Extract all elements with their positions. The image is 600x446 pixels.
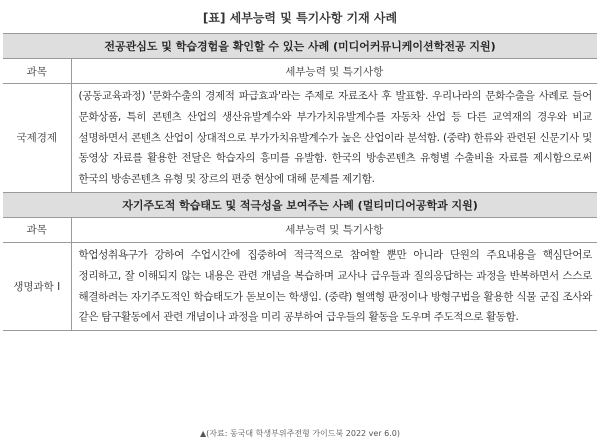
section-heading-row [3,192,597,217]
table-row [3,242,597,330]
content-text: (공동교육과정) '문화수출의 경제적 파급효과'라는 주제로 자료조사 후 발표함. 우리나라의 문화수출을 사례로 들어 문화상품, 특히 콘텐츠 산업의 생산유발계수와 부가가치유발계수를 자동차 산업 등 다른 교역재의 경우와 비교 설명하면서 콘텐츠 산업이 상대적으로 부가가치유발계수가 높은 산업이라 분석함. (중략) 한류와 관련된 신문기사 및 동영상 자료를 활용한 전달은 학습자의 흥미를 유발함. 한국의 방송콘텐츠 유형별 수출비율 자료를 제시함으로써 한국의 방송콘텐츠 유형 및 장르의 편중 현상에 대해 문제를 제기함. [78,90,593,186]
section-heading: 자기주도적 학습태도 및 적극성을 보여주는 사례 (멀티미디어공학과 지원) [3,192,597,217]
content-cell [71,242,597,330]
page-title: [표] 세부능력 및 특기사항 기재 사례 [202,11,398,25]
record-table [3,33,597,331]
column-header-subject: 과목 [3,59,71,84]
content-text: 학업성취욕구가 강하여 수업시간에 집중하여 적극적으로 참여할 뿐만 아니라 단원의 주요내용을 핵심단어로 정리하고, 잘 이해되지 않는 내용은 관련 개념을 복습하며 교사나 급우들과 질의응답하는 과정을 반복하면서 스스로 해결하려는 자기주도적인 학습태도가 돋보이는 학생임. (중략) 혈액형 판정이나 방형구법을 활용한 식물 군집 조사와 같은 탐구활동에서 관련 개념이나 과정을 미리 공부하여 급우들의 활동을 도우며 주도적으로 활동함. [78,248,593,324]
content-cell [71,84,597,193]
column-header-subject: 과목 [3,217,71,242]
source-caption: ▲(자료: 동국대 학생부위주전형 가이드북 2022 ver 6.0) [199,429,401,438]
section-heading-row [3,34,597,59]
subject-cell: 국제경제 [3,84,71,193]
column-header-row [3,217,597,242]
column-header-content: 세부능력 및 특기사항 [71,59,597,84]
table-row [3,84,597,193]
subject-cell: 생명과학 Ⅰ [3,242,71,330]
column-header-row [3,59,597,84]
section-heading: 전공관심도 및 학습경험을 확인할 수 있는 사례 (미디어커뮤니케이션학전공 지원) [3,34,597,59]
column-header-content: 세부능력 및 특기사항 [71,217,597,242]
